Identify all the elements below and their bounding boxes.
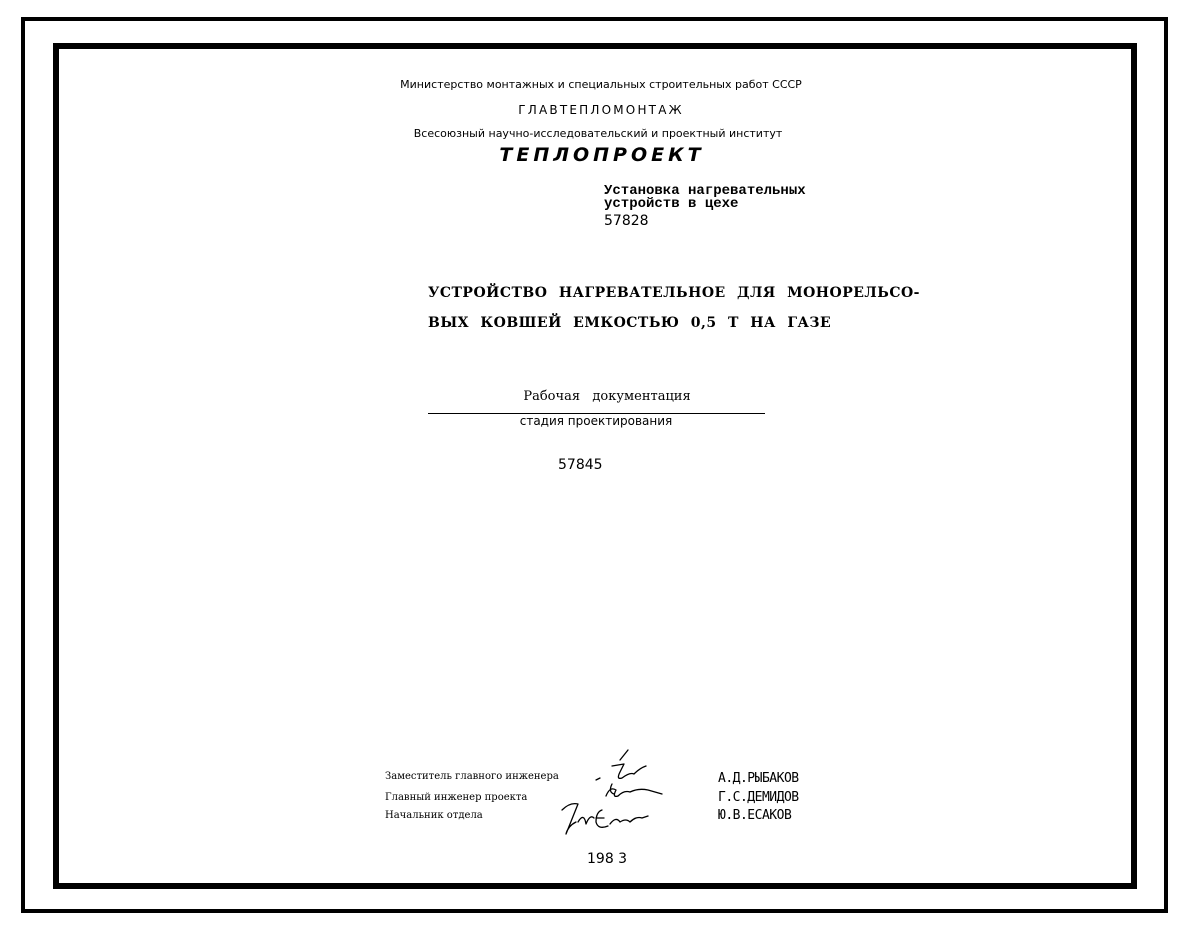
year: 198 3 xyxy=(587,851,628,867)
institute-line: Всесоюзный научно-исследовательский и проектный институт xyxy=(413,127,783,140)
signatory-name-1: А.Д.РЫБАКОВ xyxy=(718,771,799,786)
ministry-line: Министерство монтажных и специальных строительных работ СССР xyxy=(400,78,802,91)
series-line-1: Установка нагревательных xyxy=(604,183,806,199)
document-number: 57845 xyxy=(558,457,603,473)
signatory-position-2: Главный инженер проекта xyxy=(385,792,528,803)
title-line-1: УСТРОЙСТВО НАГРЕВАТЕЛЬНОЕ ДЛЯ МОНОРЕЛЬСО- xyxy=(428,285,920,301)
institute-name: ТЕПЛОПРОЕКТ xyxy=(499,144,705,166)
signatory-position-3: Начальник отдела xyxy=(385,810,483,821)
organization-name: ГЛАВТЕПЛОМОНТАЖ xyxy=(518,103,684,117)
series-code: 57828 xyxy=(604,213,649,229)
series-line-2: устройств в цехе xyxy=(604,196,739,212)
signatory-name-2: Г.С.ДЕМИДОВ xyxy=(718,790,799,805)
handwritten-signatures xyxy=(550,738,680,838)
design-stage: стадия проектирования xyxy=(519,414,673,428)
title-line-2: ВЫХ КОВШЕЙ ЕМКОСТЬЮ 0,5 Т НА ГАЗЕ xyxy=(428,315,832,331)
signatory-position-1: Заместитель главного инженера xyxy=(385,771,559,782)
signatory-name-3: Ю.В.ЕСАКОВ xyxy=(718,808,792,823)
documentation-type: Рабочая документация xyxy=(523,389,691,404)
